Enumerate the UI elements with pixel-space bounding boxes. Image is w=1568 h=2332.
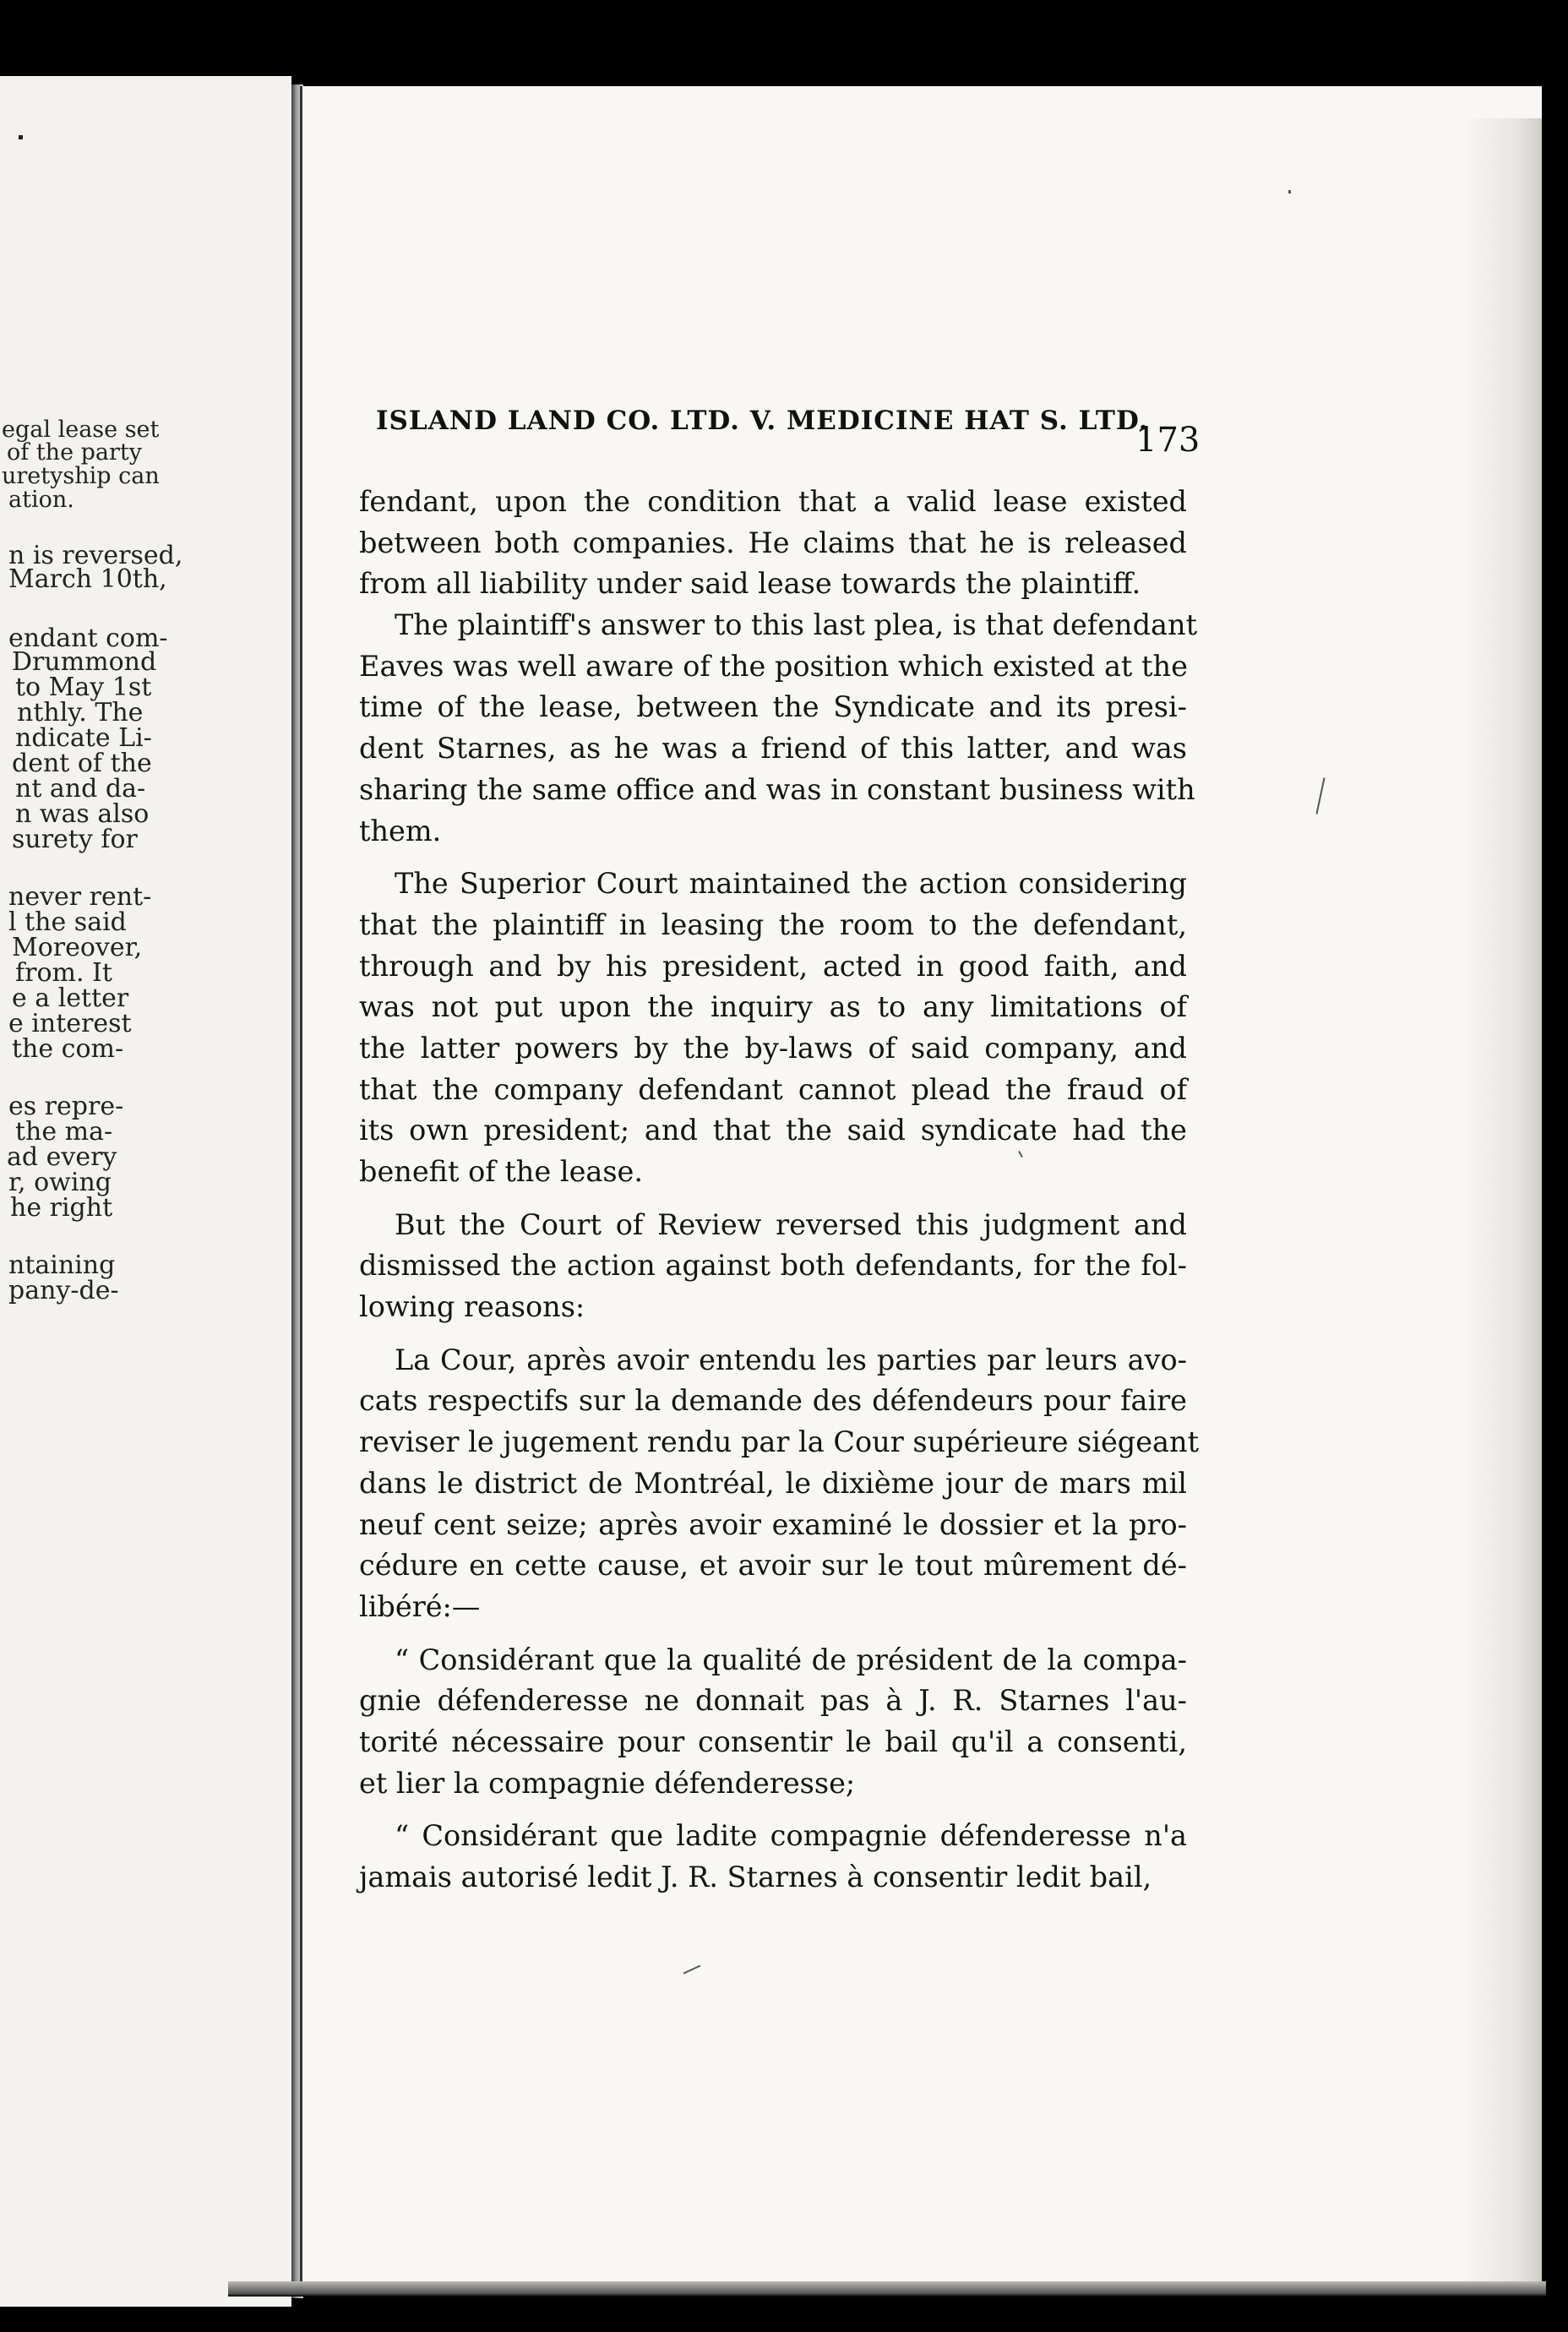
text-line: “ Considérant que la qualité de président de la compa- [395,1643,1187,1676]
paragraph-gap [359,1804,1187,1816]
page-edge-shading [1462,118,1542,2281]
scan-speck [1288,190,1291,193]
left-page-line: surety for [12,825,138,854]
left-page-line: never rent- [8,882,152,912]
text-line: Eaves was well aware of the position which existed at the [359,649,1188,683]
left-page-line: e a letter [12,983,129,1013]
scan-speck [19,135,23,139]
left-page-line: ntaining [8,1250,116,1280]
text-line: The plaintiff's answer to this last plea, is that defendant [395,608,1198,642]
text-line: them. [359,814,442,847]
text-line: dismissed the action against both defendants, for the fol- [359,1249,1187,1283]
text-line: The Superior Court maintained the action considering [395,867,1187,901]
text-line: cédure en cette cause, et avoir sur le tout mûrement dé- [359,1549,1187,1583]
left-page-line: Moreover, [12,933,143,962]
text-line: dans le district de Montréal, le dixième jour de mars mil [359,1466,1187,1500]
text-line: cats respectifs sur la demande des défendeurs pour faire [359,1384,1187,1418]
left-page-line: March 10th, [8,564,167,594]
left-page-line: es repre- [8,1092,124,1121]
left-page-line: to May 1st [15,673,152,702]
text-line: time of the lease, between the Syndicate and its presi- [359,690,1187,724]
body-text [359,482,1200,1899]
text-line: neuf cent seize; après avoir examiné le dossier et la pro- [359,1507,1187,1541]
text-line: the latter powers by the by-laws of said company, and [359,1031,1187,1065]
running-head: ISLAND LAND CO. LTD. V. MEDICINE HAT S. LTD. [376,406,1149,436]
left-page-line: the ma- [15,1117,113,1147]
text-line: gnie défenderesse ne donnait pas à J. R. Starnes l'au- [359,1684,1187,1718]
left-page-line: e interest [8,1009,132,1038]
paragraph-gap [359,1628,1187,1640]
left-page-line: r, owing [8,1168,112,1197]
left-page-line: from. It [15,958,112,988]
paragraph-gap [359,1328,1187,1340]
left-page-line: the com- [12,1034,124,1064]
text-line: libéré:— [359,1589,481,1623]
left-page-line: egal lease set [2,417,160,443]
text-line: fendant, upon the condition that a valid lease existed [359,485,1187,518]
text-line: lowing reasons: [359,1290,585,1324]
left-page-line: pany-de- [8,1276,119,1305]
left-page-line: ndicate Li- [15,723,152,753]
text-line: from all liability under said lease towards the plaintiff. [359,567,1141,601]
left-page-line: n was also [15,799,150,829]
text-line: benefit of the lease. [359,1155,644,1188]
left-page-line: ad every [7,1142,117,1172]
text-line: torité nécessaire pour consentir le bail qu'il a consenti, [359,1724,1187,1758]
text-line: jamais autorisé ledit J. R. Starnes à consentir ledit bail, [359,1861,1152,1893]
left-page-line: ation. [8,487,74,513]
text-line: dent Starnes, as he was a friend of this latter, and was [359,732,1187,766]
text-line: its own president; and that the said syndicate had the [359,1114,1187,1147]
text-line: that the plaintiff in leasing the room to the defendant, [359,907,1187,941]
left-page-line: n is reversed, [8,541,183,570]
text-line: that the company defendant cannot plead the fraud of [359,1072,1187,1106]
left-page-line: l the said [8,907,127,937]
left-page-line: of the party [7,439,143,466]
bottom-page-shadow [228,2281,1546,2297]
left-page-line: uretyship can [2,463,160,489]
left-page-line: nt and da- [15,774,146,804]
text-line: sharing the same office and was in constant business with [359,772,1195,806]
left-page-line: he right [10,1193,113,1223]
left-page-line: dent of the [12,749,152,778]
paragraph-gap [359,1193,1187,1205]
left-page-line: Drummond [12,647,157,677]
text-line: La Cour, après avoir entendu les parties par leurs avo- [395,1343,1187,1376]
text-line: “ Considérant que ladite compagnie défenderesse n'a [395,1819,1187,1853]
text-line: reviser le jugement rendu par la Cour supérieure siégeant [359,1425,1200,1459]
text-line: between both companies. He claims that he is released [359,526,1187,559]
left-facing-page [0,76,291,2307]
text-line: was not put upon the inquiry as to any limitations of [359,990,1187,1024]
text-line: But the Court of Review reversed this judgment and [395,1207,1187,1241]
text-line: et lier la compagnie défenderesse; [359,1766,856,1800]
left-page-line: nthly. The [17,698,144,727]
text-line: through and by his president, acted in good faith, and [359,949,1187,983]
page-number: 173 [1135,421,1200,460]
paragraph-gap [359,852,1187,864]
left-page-line: endant com- [8,624,168,653]
